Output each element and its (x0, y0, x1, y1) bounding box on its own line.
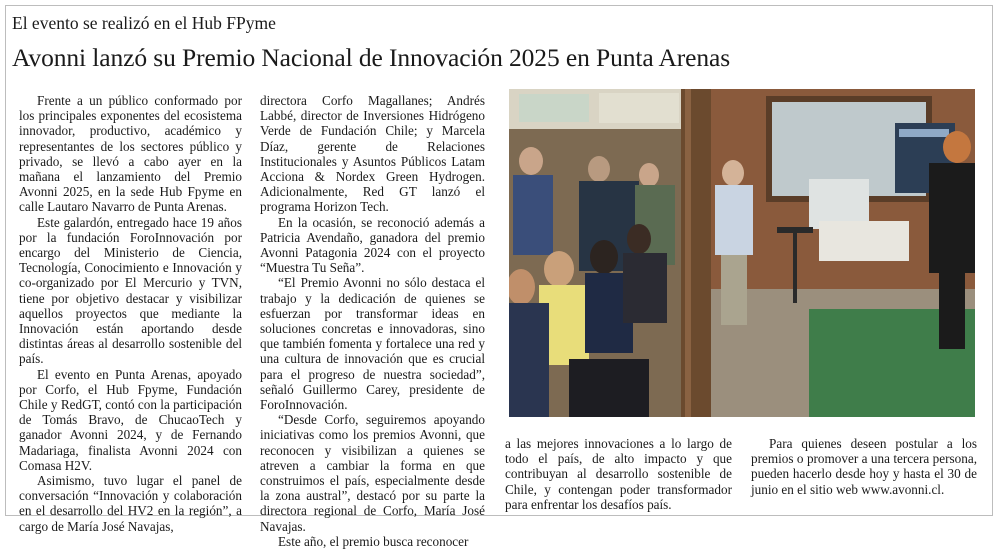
article-column-2 (260, 93, 485, 549)
paragraph: Para quienes deseen postular a los premios o promover a una tercera persona, pueden hacerlo desde hoy y hasta el 30 de junio en el sitio web www.avonni.cl. (751, 436, 977, 497)
paragraph: El evento en Punta Arenas, apoyado por Corfo, el Hub Fpyme, Fundación Chile y RedGT, contó con la participación de Tomás Bravo, de ChucaoTech y ganador Avonni 2024, y de Fernando Madariaga, finalista Avonni 2024 con Comasa H2V. (19, 366, 242, 473)
headline: Avonni lanzó su Premio Nacional de Innovación 2025 en Punta Arenas (12, 43, 731, 72)
article-column-3 (505, 436, 732, 512)
paragraph: “El Premio Avonni no sólo destaca el trabajo y la dedicación de quienes se esfuerzan por transformar ideas en soluciones concretas e innovadoras, sino que también fomenta y fortalece una red y una cultura de innovación que es crucial para el progreso de nuestra sociedad”, señaló Guillermo Carey, presidente de ForoInnovación. (260, 275, 485, 413)
paragraph: Este galardón, entregado hace 19 años por la fundación ForoInnovación por encargo del Ministerio de Ciencia, Tecnología, Conocimiento e Innovación y co-organizado por El Mercurio y TVN, tiene por objetivo destacar y visibilizar aquellos proyectos que mediante la Innovación están aportando desde distintas áreas al desarrollo sostenible del país. (19, 214, 242, 367)
kicker: El evento se realizó en el Hub FPyme (12, 13, 276, 33)
paragraph: En la ocasión, se reconoció además a Patricia Avendaño, ganadora del premio Avonni Patagonia 2024 con el proyecto “Muestra Tu Seña”. (260, 214, 485, 276)
paragraph: Frente a un público conformado por los principales exponentes del ecosistema innovador, productivo, académico y representantes de los sectores público y privado, se llevó a cabo ayer en la mañana el lanzamiento del Premio Avonni 2025, en la sede Hub Fpyme en calle Lautaro Navarro de Punta Arenas. (19, 93, 242, 215)
paragraph: a las mejores innovaciones a lo largo de todo el país, de alto impacto y que contribuyan al desarrollo sostenible de Chile, y contengan poder transformador para enfrentar los desafíos país. (505, 436, 732, 512)
photo-icon (509, 89, 975, 417)
paragraph: Este año, el premio busca reconocer (278, 533, 469, 549)
paragraph: “Desde Corfo, seguiremos apoyando iniciativas como los premios Avonni, que reconocen y visibilizan a quienes se atreven a cambiar la forma en que construimos el país, especialmente desde la zona austral”, destacó por su parte la directora regional de Corfo, María José Navajas. (260, 412, 485, 534)
article-column-4 (751, 436, 977, 497)
event-photo (509, 89, 975, 417)
paragraph: Asimismo, tuvo lugar el panel de conversación “Innovación y colaboración en el desarrollo del HV2 en la región”, a cargo de María José Navajas, (19, 473, 242, 534)
paragraph: directora Corfo Magallanes; Andrés Labbé, director de Inversiones Hidrógeno Verde de Fundación Chile; y Marcela Díaz, gerente de Relaciones Institucionales y Asuntos Públicos Latam Acciona & Nordex Green Hydrogen. Adicionalmente, Red GT lanzó el programa Horizon Tech. (260, 93, 485, 215)
article-column-1 (19, 93, 242, 534)
